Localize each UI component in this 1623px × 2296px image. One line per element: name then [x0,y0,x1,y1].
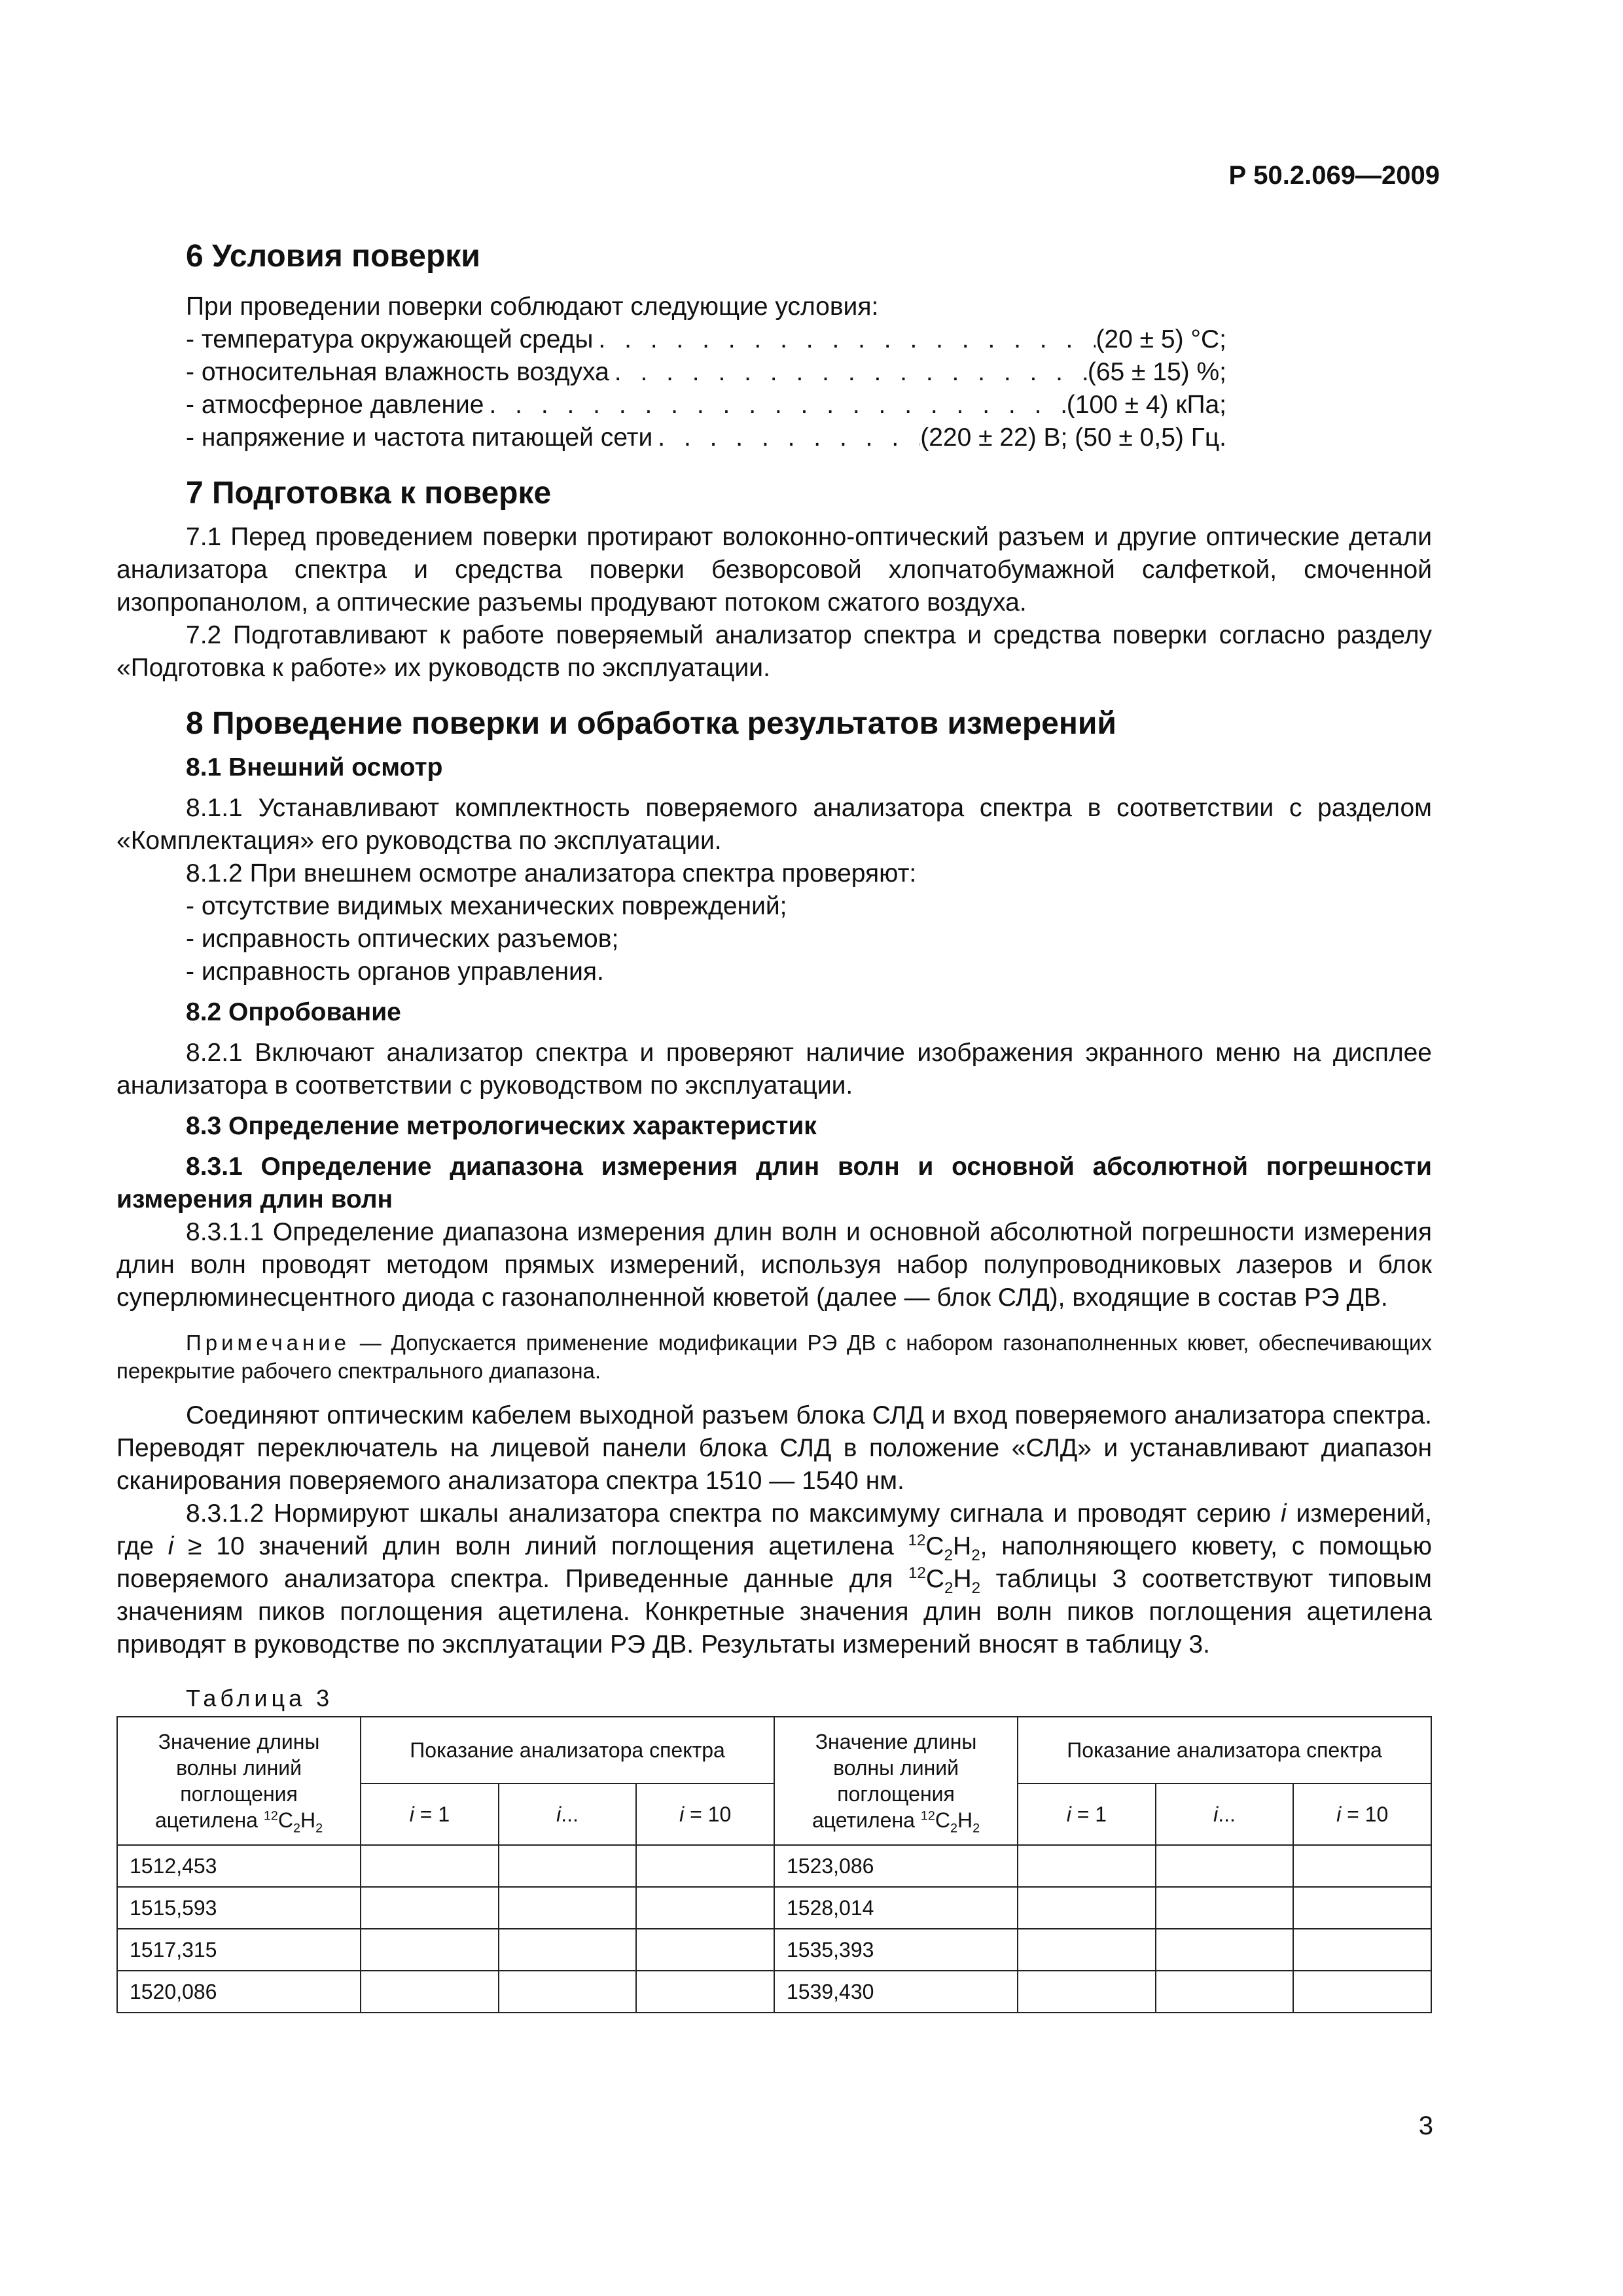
list-item: - отсутствие видимых механических повреждений; [186,892,787,920]
leader-dots [484,389,1066,422]
wavelength-cell: 1523,086 [774,1845,1018,1887]
note-label: Примечание [186,1331,351,1355]
subheader-i-dots: i... [1156,1784,1294,1845]
paragraph-8-2-1: 8.2.1 Включают анализатор спектра и проверяют наличие изображения экранного меню на дисплее анализатора в соответствии с руководством по эксплуатации. [116,1039,1432,1100]
section-6-intro: При проведении поверки соблюдают следующие условия: [186,293,879,321]
reading-cell [361,1887,499,1929]
column-header-reading: Показание анализатора спектра [1018,1717,1431,1784]
paragraph-7-1: 7.1 Перед проведением поверки протирают волоконно-оптический разъем и другие оптические детали анализатора спектра и средства поверки безворсовой хлопчатобумажной салфеткой, смоченной изопропанолом, а оптические разъемы продувают потоком сжатого воздуха. [116,523,1432,617]
condition-item: - относительная влажность воздуха . . . (65 ± 15) %; [186,356,1226,389]
reading-cell [1156,1887,1294,1929]
subheader-i-dots: i... [499,1784,637,1845]
wavelength-cell: 1517,315 [117,1929,361,1971]
reading-cell [499,1929,637,1971]
paragraph-8-3-1-1: 8.3.1.1 Определение диапазона измерения длин волн и основной абсолютной погрешности измерения длин волн проводят методом прямых измерений, используя набор полупроводниковых лазеров и блок суперлюминесцентного диода с газонаполненной кюветой (далее — блок СЛД), входящие в состав РЭ ДВ. [116,1218,1432,1312]
reading-cell [499,1971,637,2013]
reading-cell [1156,1929,1294,1971]
subsection-8-3-1-title: 8.3.1 Определение диапазона измерения длин волн и основной абсолютной погрешности измерения длин волн [116,1153,1432,1213]
table-row [117,1887,1431,1929]
table-row [117,1845,1431,1887]
reading-cell [636,1929,774,1971]
table-caption: Таблица 3 [186,1685,334,1712]
subsection-8-1-title: 8.1 Внешний осмотр [186,753,443,781]
leader-dots [652,422,920,454]
note [116,1329,1432,1385]
subheader-i-10: i = 10 [636,1784,774,1845]
subsection-8-2-title: 8.2 Опробование [186,998,401,1026]
conditions-list [116,323,1432,454]
list-item: - исправность оптических разъемов; [186,925,619,953]
list-item: - исправность органов управления. [186,958,604,986]
note-text: — Допускается применение модификации РЭ ДВ с набором газонаполненных кювет, обеспечивающих перекрытие рабочего спектрального диапазона. [116,1331,1432,1383]
paragraph-7-2: 7.2 Подготавливают к работе поверяемый анализатор спектра и средства поверки согласно разделу «Подготовка к работе» их руководств по эксплуатации. [116,621,1432,682]
reading-cell [1018,1845,1156,1887]
wavelength-cell: 1535,393 [774,1929,1018,1971]
leader-dots [593,323,1096,356]
subsection-8-3-title: 8.3 Определение метрологических характеристик [186,1112,817,1140]
condition-item: - напряжение и частота питающей сети . . . (220 ± 22) В; (50 ± 0,5) Гц. [186,422,1226,454]
subheader-i-1: i = 1 [361,1784,499,1845]
wavelength-cell: 1520,086 [117,1971,361,2013]
paragraph-connect: Соединяют оптическим кабелем выходной разъем блока СЛД и вход поверяемого анализатора спектра. Переводят переключатель на лицевой панели блока СЛД в положение «СЛД» и устанавливают диапазон сканирования поверяемого анализатора спектра 1510 — 1540 нм. [116,1401,1432,1495]
page-number: 3 [1418,2111,1433,2140]
subheader-i-10: i = 10 [1293,1784,1431,1845]
condition-item: - температура окружающей среды . . . (20 ± 5) °С; [186,323,1226,356]
column-header-wavelength: Значение длины волны линий поглощения ацетилена $^{12}С_2Н_2$ [774,1717,1018,1845]
reading-cell [1293,1929,1431,1971]
reading-cell [1018,1971,1156,2013]
paragraph-8-1-2: 8.1.2 При внешнем осмотре анализатора спектра проверяют: [186,859,917,888]
section-6-title: 6 Условия поверки [186,239,480,274]
reading-cell [1293,1971,1431,2013]
reading-cell [1018,1887,1156,1929]
subheader-i-1: i = 1 [1018,1784,1156,1845]
reading-cell [636,1845,774,1887]
column-header-reading: Показание анализатора спектра [361,1717,774,1784]
paragraph-8-1-1: 8.1.1 Устанавливают комплектность поверяемого анализатора спектра в соответствии с разделом «Комплектация» его руководства по эксплуатации. [116,794,1432,855]
wavelength-cell: 1539,430 [774,1971,1018,2013]
page-content [116,237,1432,2013]
reading-cell [361,1845,499,1887]
reading-cell [636,1971,774,2013]
reading-cell [361,1971,499,2013]
table-row [117,1929,1431,1971]
section-7-title: 7 Подготовка к поверке [186,476,552,511]
reading-cell [499,1845,637,1887]
column-header-wavelength: Значение длины волны линий поглощения ацетилена $^{12}С_2Н_2$ [117,1717,361,1845]
reading-cell [1156,1845,1294,1887]
reading-cell [1293,1887,1431,1929]
reading-cell [636,1887,774,1929]
reading-cell [1018,1929,1156,1971]
wavelength-cell: 1528,014 [774,1887,1018,1929]
reading-cell [361,1929,499,1971]
reading-cell [499,1887,637,1929]
condition-item: - атмосферное давление . . . (100 ± 4) кПа; [186,389,1226,422]
reading-cell [1293,1845,1431,1887]
table-3 [116,1716,1432,2013]
document-number: Р 50.2.069—2009 [1228,161,1440,190]
wavelength-cell: 1515,593 [117,1887,361,1929]
paragraph-8-3-1-2: 8.3.1.2 Нормируют шкалы анализатора спектра по максимуму сигнала и проводят серию i измерений, где i ≥ 10 значений длин волн линий поглощения ацетилена $^{12}С_2Н_2$, наполняющего кювету, с помощью поверяемого анализатора спектра. Приведенные данные для $^{12}С_2Н_2$ таблицы 3 соответствуют типовым значениям пиков поглощения ацетилена. Конкретные значения длин волн пиков поглощения ацетилена приводят в руководстве по эксплуатации РЭ ДВ. Результаты измерений вносят в таблицу 3. [116,1499,1433,1659]
table-row [117,1971,1431,2013]
wavelength-cell: 1512,453 [117,1845,361,1887]
reading-cell [1156,1971,1294,2013]
section-8-title: 8 Проведение поверки и обработка результатов измерений [186,706,1116,741]
leader-dots [609,356,1088,389]
